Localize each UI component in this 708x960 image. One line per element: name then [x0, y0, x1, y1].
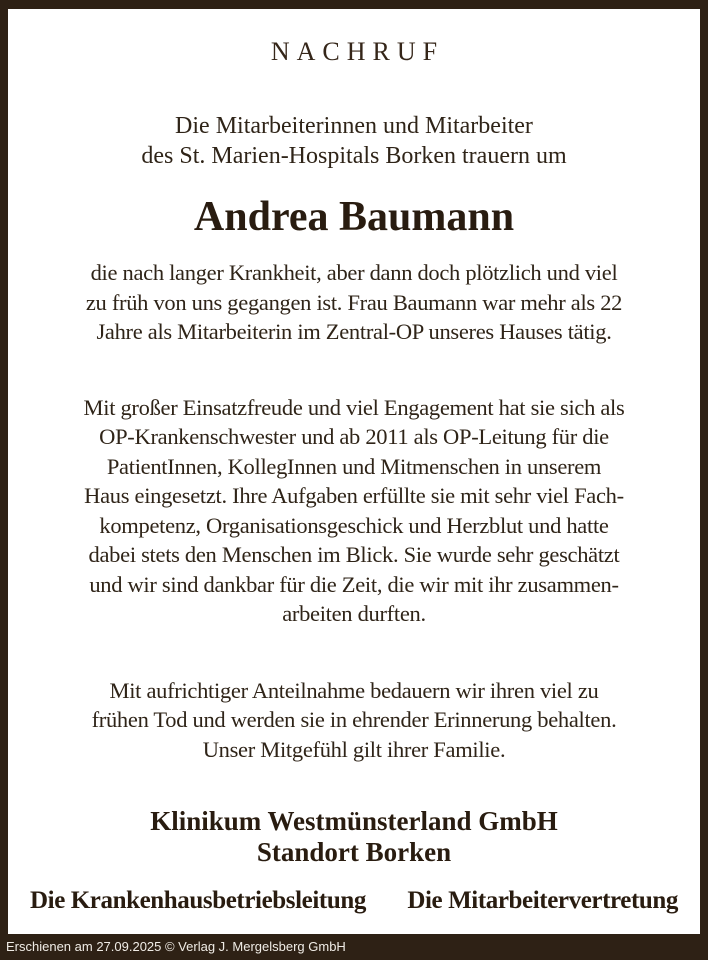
paragraph-illness [8, 258, 700, 347]
mourning-intro [8, 111, 700, 171]
text-line: frühen Tod und werden sie in ehrender Erinnerung behalten. [91, 707, 617, 732]
paragraph-career [8, 393, 700, 629]
text-line: dabei stets den Menschen im Blick. Sie wurde sehr geschätzt [88, 542, 620, 567]
obituary-notice [8, 9, 700, 934]
text-line: Mit aufrichtiger Anteilnahme bedauern wir ihren viel zu [109, 677, 599, 703]
organization-location: Standort Borken [256, 837, 452, 867]
organization-block [8, 806, 700, 868]
intro-line: Die Mitarbeiterinnen und Mitarbeiter [175, 113, 533, 139]
deceased-name: Andrea Baumann [193, 194, 515, 240]
signatory-employee-representation: Die Mitarbeitervertretung [407, 887, 678, 914]
text-line: und wir sind dankbar für die Zeit, die wir mit ihr zusammen- [89, 571, 619, 597]
text-line: Mit großer Einsatzfreude und viel Engagement hat sie sich als [83, 394, 625, 420]
text-line: kompetenz, Organisationsgeschick und Herzblut und hatte [99, 512, 609, 538]
organization-name: Klinikum Westmünsterland GmbH [150, 806, 558, 836]
publisher-footer-bar [0, 934, 708, 960]
text-line: die nach langer Krankheit, aber dann doch plötzlich und viel [90, 260, 618, 285]
text-line: OP-Krankenschwester und ab 2011 als OP-Leitung für die [99, 424, 609, 449]
text-line: zu früh von uns gegangen ist. Frau Baumann war mehr als 22 [85, 289, 623, 315]
text-line: PatientInnen, KollegInnen und Mitmenschen in unserem [106, 453, 602, 479]
paragraph-condolence [8, 676, 700, 765]
signatories-row [8, 886, 700, 916]
text-line: arbeiten durften. [282, 601, 426, 626]
text-line: Haus eingesetzt. Ihre Aufgaben erfüllte sie mit sehr viel Fach- [84, 483, 624, 508]
text-line: Unser Mitgefühl gilt ihrer Familie. [202, 736, 506, 762]
signatory-management: Die Krankenhausbetriebsleitung [30, 887, 366, 914]
publication-credit: Erschienen am 27.09.2025 © Verlag J. Mergelsberg GmbH [6, 939, 346, 954]
notice-kicker: NACHRUF [270, 37, 445, 66]
text-line: Jahre als Mitarbeiterin im Zentral-OP unseres Hauses tätig. [96, 319, 612, 344]
intro-line: des St. Marien-Hospitals Borken trauern um [141, 143, 567, 169]
